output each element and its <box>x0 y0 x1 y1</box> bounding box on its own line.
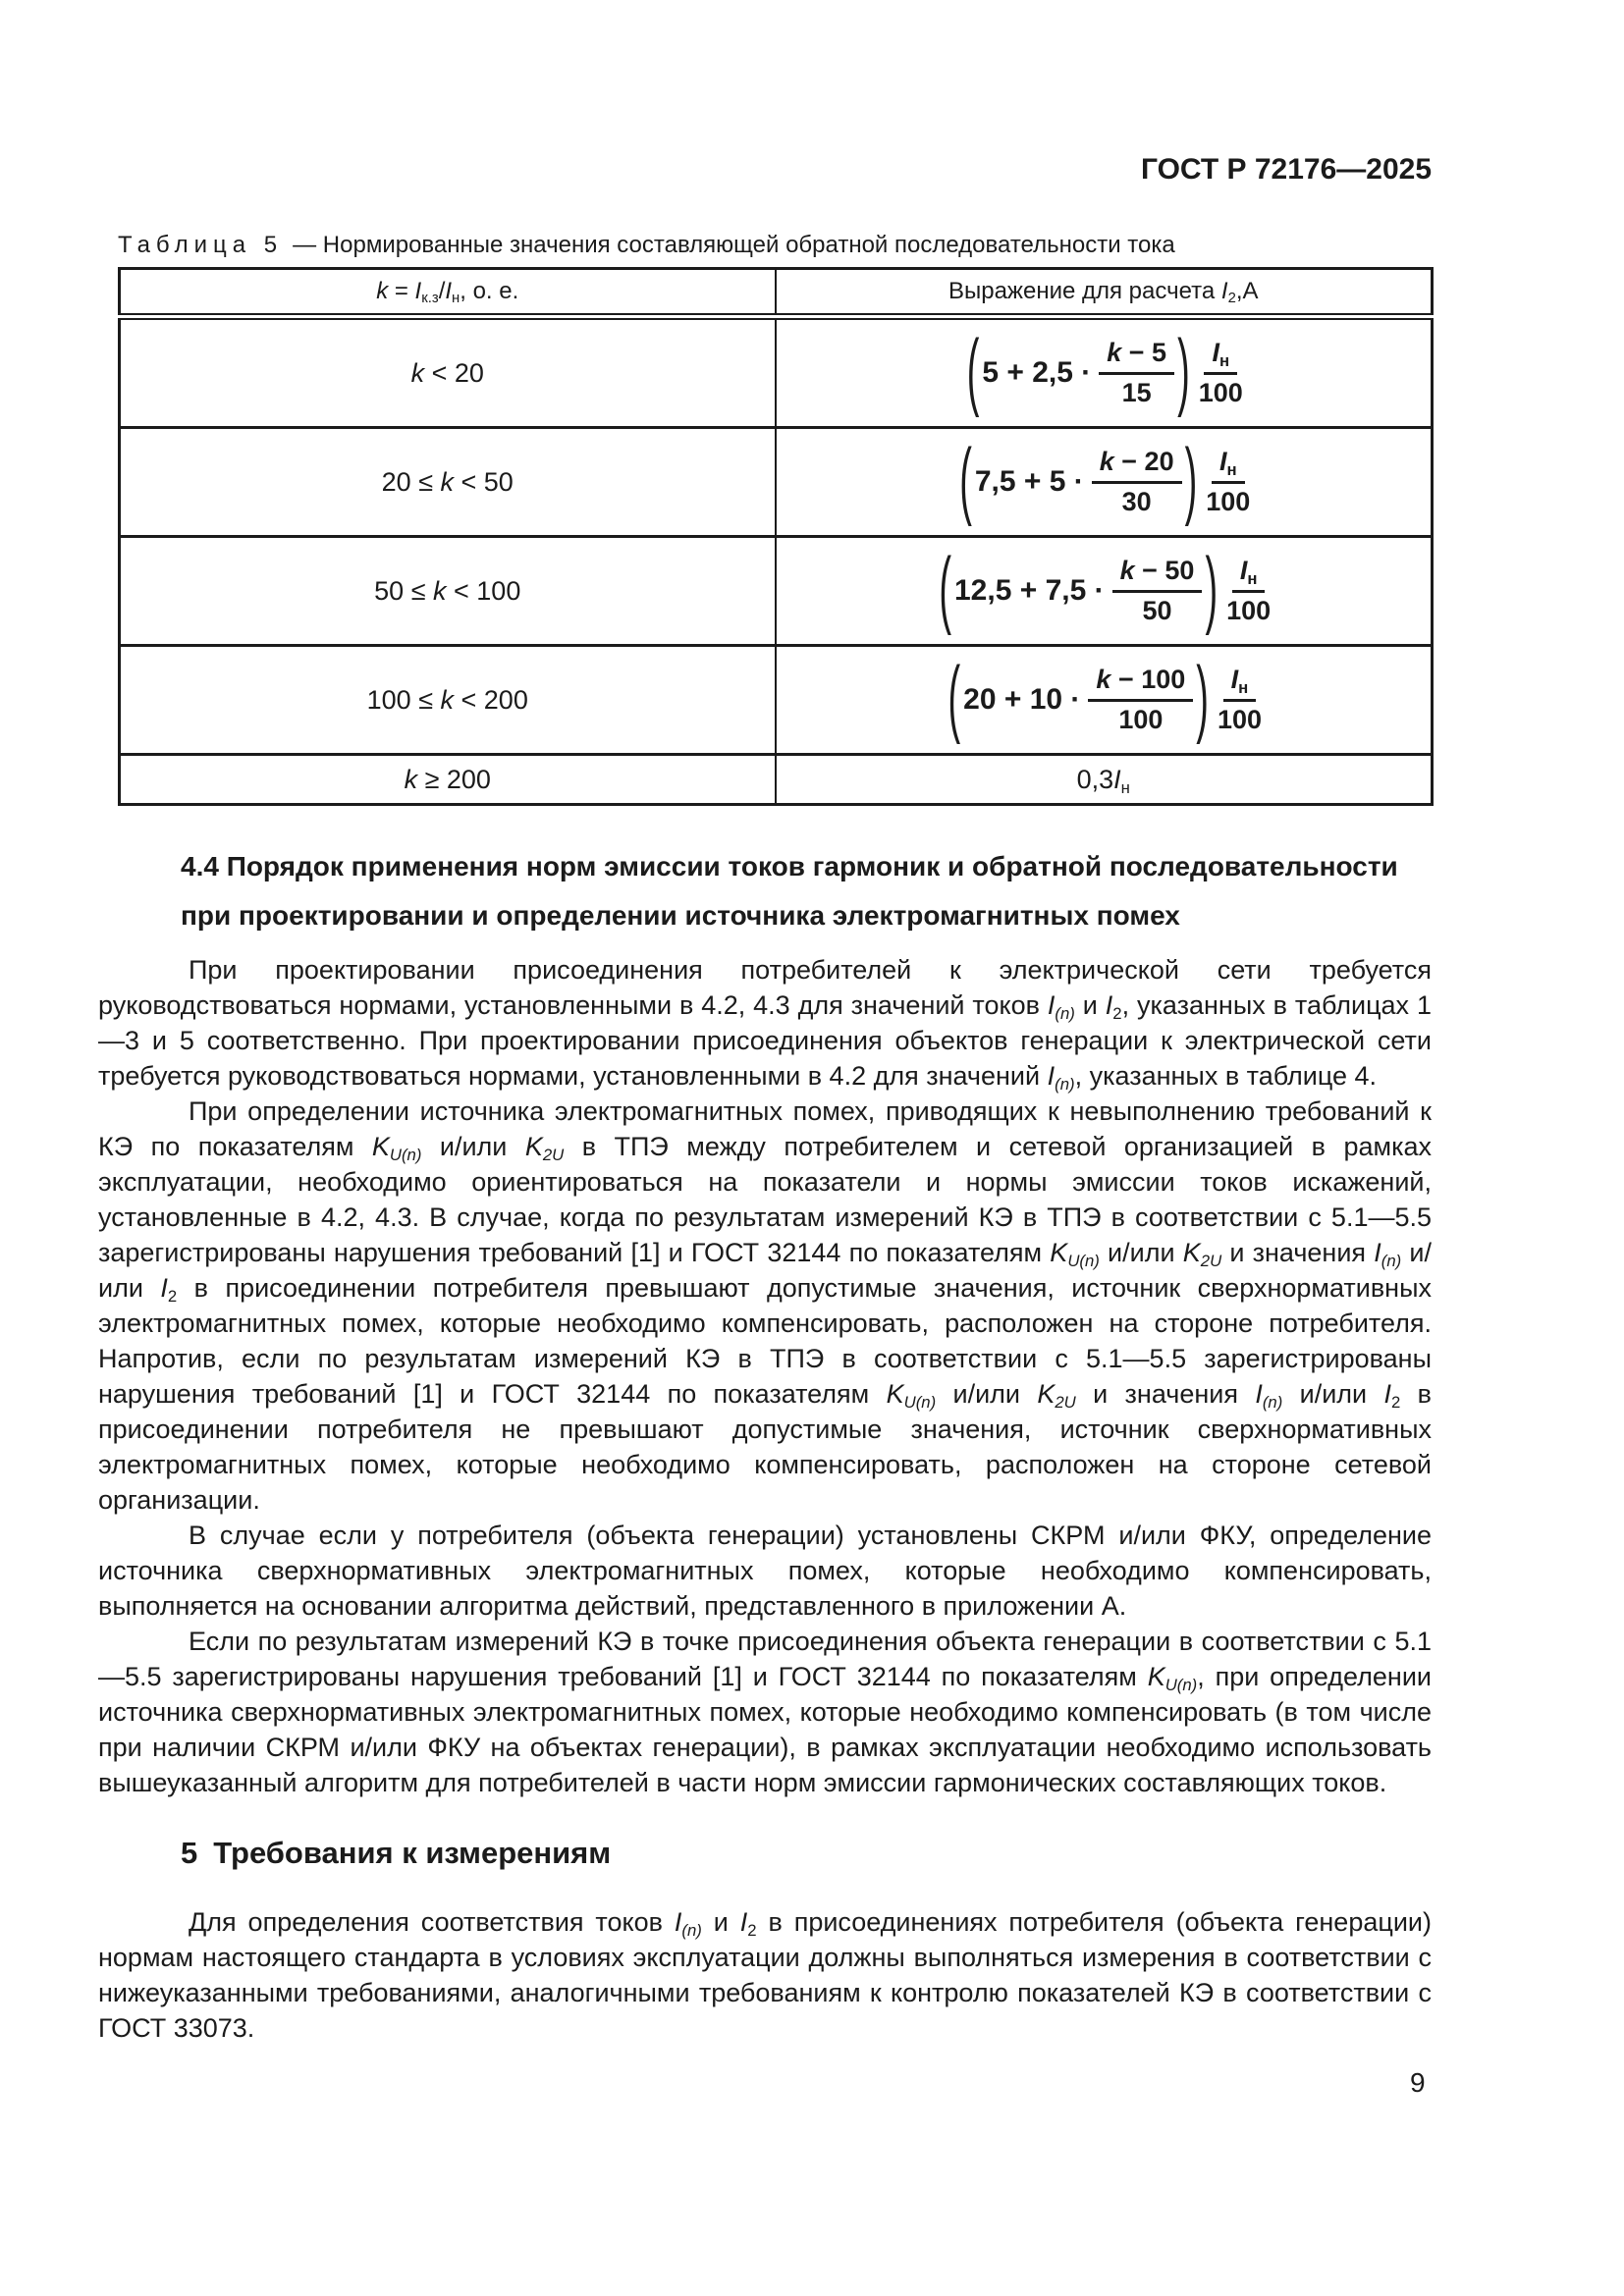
fraction-denominator: 50 <box>1142 595 1172 625</box>
rated-current-fraction <box>1199 338 1243 407</box>
fraction-denominator: 100 <box>1226 595 1272 625</box>
table-row <box>120 317 1433 428</box>
section-5-title: Требования к измерениям <box>213 1836 612 1870</box>
table-caption <box>118 232 1175 259</box>
rated-current-fraction <box>1226 556 1271 625</box>
fraction-denominator: 100 <box>1198 377 1243 407</box>
open-paren-icon: ( <box>947 651 961 747</box>
formula: $0,3I_н$ <box>1076 764 1130 797</box>
column-header-expression: Выражение для расчета $I_2,А$ <box>776 269 1433 317</box>
column-header-k: $k = I_{к.з}/I_н$, о. е. <box>120 269 776 317</box>
formula-cell <box>776 537 1433 646</box>
formula-cell <box>776 755 1433 805</box>
body-text <box>98 842 1432 2046</box>
table-row <box>120 755 1433 805</box>
fraction-numerator: k − 20 <box>1092 447 1182 483</box>
condition-cell: k < 20 <box>120 317 776 428</box>
normalized-values-table <box>118 267 1434 806</box>
table-row <box>120 428 1433 537</box>
rated-current-fraction <box>1218 665 1262 734</box>
fraction-denominator: 100 <box>1206 486 1251 516</box>
running-header: ГОСТ Р 72176—2025 <box>1140 153 1432 186</box>
paragraph: Для определения соответствия токов $I_{(n)}$ и $I_2$ в присоединениях потребителя (объекта генерации) нормам настоящего стандарта в условиях эксплуатации должны выполняться измерения в соответствии с нижеуказанными требованиями, аналогичными требованиям к контролю показателей КЭ в соответствии с ГОСТ 33073. <box>98 1907 1432 2043</box>
fraction-denominator: 100 <box>1217 704 1262 734</box>
page-number: 9 <box>1410 2067 1426 2098</box>
fraction-numerator: $I_н$ <box>1204 338 1237 374</box>
close-paren-icon: ) <box>1184 433 1198 529</box>
close-paren-icon: ) <box>1177 324 1190 420</box>
fraction-numerator: $I_н$ <box>1223 665 1257 701</box>
open-paren-icon: ( <box>959 433 972 529</box>
inner-fraction <box>1099 338 1174 407</box>
condition-cell: 100 ≤ k < 200 <box>120 646 776 755</box>
table-row <box>120 537 1433 646</box>
formula-prefix: 5 + 2,5 · <box>982 356 1092 389</box>
formula-cell <box>776 317 1433 428</box>
section-5-number: 5 <box>181 1836 198 1870</box>
section-4-4-heading: 4.4 Порядок применения норм эмиссии токов гармоник и обратной последовательности при проектировании и определении источника электромагнитных помех <box>181 851 1398 931</box>
open-paren-icon: ( <box>939 542 951 638</box>
fraction-numerator: k − 50 <box>1112 556 1203 592</box>
table-header-row <box>120 269 1433 317</box>
fraction-numerator: $I_н$ <box>1212 447 1245 483</box>
paragraph: При проектировании присоединения потребителей к электрической сети требуется руководствоваться нормами, установленными в 4.2, 4.3 для значений токов $I_{(n)}$ и $I_2$, указанных в таблицах 1—3 и 5 соответственно. При проектировании присоединения объектов генерации к электрической сети требуется руководствоваться нормами, установленными в 4.2 для значений $I_{(n)}$, указанных в таблице 4. <box>98 955 1432 1095</box>
formula-cell <box>776 428 1433 537</box>
close-paren-icon: ) <box>1205 542 1218 638</box>
inner-fraction <box>1092 447 1182 516</box>
table-caption-label: Таблица 5 <box>118 232 284 258</box>
fraction-numerator: $I_н$ <box>1232 556 1266 592</box>
section-5-heading <box>98 1834 1432 1873</box>
fraction-denominator: 30 <box>1121 486 1152 516</box>
table-caption-text: — Нормированные значения составляющей обратной последовательности тока <box>293 232 1175 258</box>
rated-current-fraction <box>1206 447 1250 516</box>
formula <box>936 542 1272 638</box>
fraction-numerator: k − 5 <box>1099 338 1174 374</box>
close-paren-icon: ) <box>1196 651 1209 747</box>
fraction-numerator: k − 100 <box>1088 665 1193 701</box>
table-row <box>120 646 1433 755</box>
inner-fraction <box>1088 665 1193 734</box>
fraction-denominator: 100 <box>1118 704 1164 734</box>
condition-cell: 20 ≤ k < 50 <box>120 428 776 537</box>
formula-cell <box>776 646 1433 755</box>
formula <box>946 651 1263 747</box>
formula <box>956 433 1251 529</box>
formula-prefix: 7,5 + 5 · <box>974 465 1084 498</box>
open-paren-icon: ( <box>966 324 980 420</box>
formula-prefix: 20 + 10 · <box>963 683 1081 716</box>
condition-cell: k ≥ 200 <box>120 755 776 805</box>
condition-cell: 50 ≤ k < 100 <box>120 537 776 646</box>
formula <box>964 324 1243 420</box>
paragraph: Если по результатам измерений КЭ в точке присоединения объекта генерации в соответствии с 5.1—5.5 зарегистрированы нарушения требований [1] и ГОСТ 32144 по показателям $K_{U(n)}$, при определении источника сверхнормативных электромагнитных помех, которые необходимо компенсировать (в том числе при наличии СКРМ и/или ФКУ на объектах генерации), в рамках эксплуатации необходимо использовать вышеуказанный алгоритм для потребителей в части норм эмиссии гармонических составляющих токов. <box>98 1627 1432 1797</box>
inner-fraction <box>1112 556 1203 625</box>
paragraph: В случае если у потребителя (объекта генерации) установлены СКРМ и/или ФКУ, определение источника сверхнормативных электромагнитных помех, которые необходимо компенсировать, выполняется на основании алгоритма действий, представленного в приложении А. <box>98 1521 1432 1621</box>
formula-prefix: 12,5 + 7,5 · <box>953 574 1105 607</box>
paragraph: При определении источника электромагнитных помех, приводящих к невыполнению требований к КЭ по показателям $K_{U(n)}$ и/или $K_{2U}$ в ТПЭ между потребителем и сетевой организацией в рамках эксплуатации, необходимо ориентироваться на показатели и нормы эмиссии токов искажений, установленные в 4.2, 4.3. В случае, когда по результатам измерений КЭ в ТПЭ в соответствии с 5.1—5.5 зарегистрированы нарушения требований [1] и ГОСТ 32144 по показателям $K_{U(n)}$ и/или $K_{2U}$ и значения $I_{(n)}$ и/или $I_2$ в присоединении потребителя превышают допустимые значения, источник сверхнормативных электромагнитных помех, которые необходимо компенсировать, расположен на стороне потребителя. Напротив, если по результатам измерений КЭ в ТПЭ в соответствии с 5.1—5.5 зарегистрированы нарушения требований [1] и ГОСТ 32144 по показателям $K_{U(n)}$ и/или $K_{2U}$ и значения $I_{(n)}$ и/или $I_2$ в присоединении потребителя не превышают допустимые значения, источник сверхнормативных электромагнитных помех, которые необходимо компенсировать, расположен на стороне сетевой организации. <box>98 1096 1432 1515</box>
fraction-denominator: 15 <box>1121 377 1152 407</box>
